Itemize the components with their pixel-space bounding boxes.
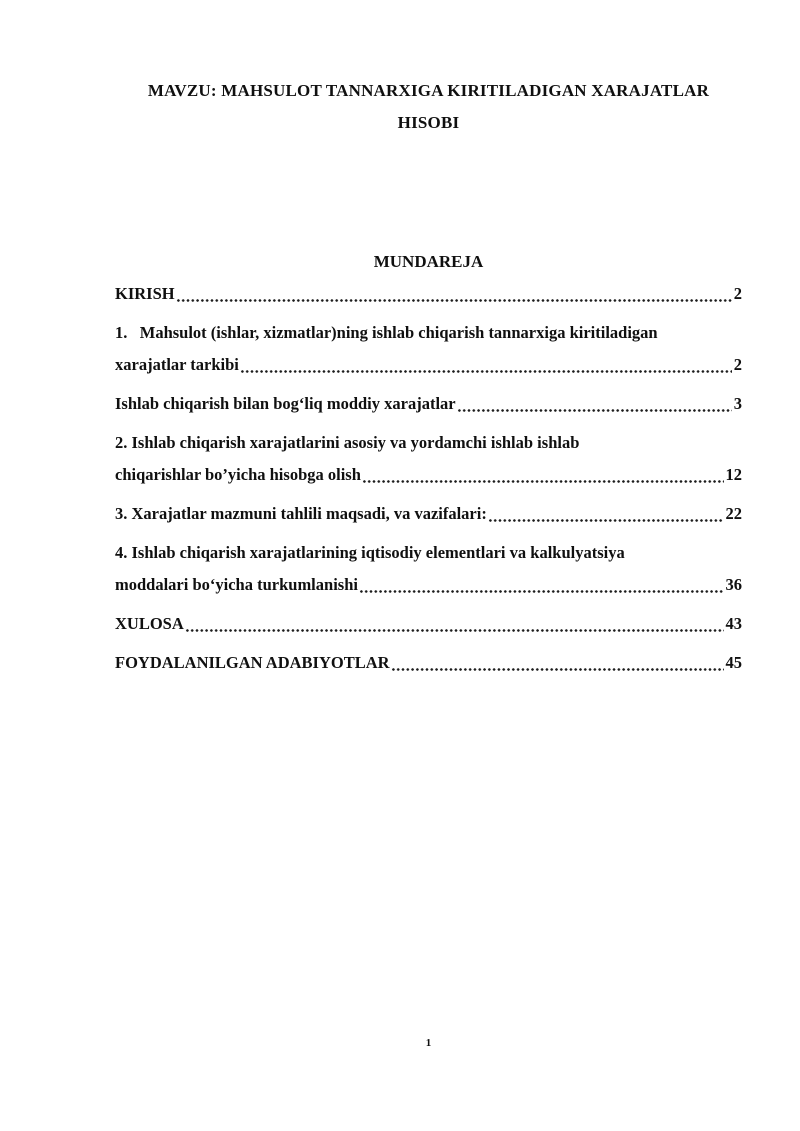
- toc-entry-label: 2. Ishlab chiqarish xarajatlarini asosiy va yordamchi ishlab ishlab: [115, 433, 580, 452]
- document-title: [115, 75, 742, 139]
- dot-leader: [362, 480, 724, 483]
- toc-page-number: 2: [733, 355, 742, 374]
- toc-entry-label: 1. Mahsulot (ishlar, xizmatlar)ning ishlab chiqarish tannarxiga kiritiladigan: [115, 323, 658, 342]
- toc-entry-label: KIRISH: [115, 284, 175, 303]
- table-of-contents: [115, 278, 742, 679]
- dot-leader: [240, 370, 732, 373]
- dot-leader: [176, 299, 732, 302]
- toc-entry-xulosa: [115, 608, 742, 640]
- toc-entry-label-continued: chiqarishlar bo’yicha hisobga olish: [115, 465, 361, 484]
- toc-entry-label: FOYDALANILGAN ADABIYOTLAR: [115, 653, 390, 672]
- dot-leader: [488, 519, 724, 522]
- toc-entry-label-continued: moddalari bo‘yicha turkumlanishi: [115, 575, 358, 594]
- toc-entry-adabiyotlar: [115, 647, 742, 679]
- toc-page-number: 3: [733, 394, 742, 413]
- toc-entry-2: [115, 427, 742, 491]
- toc-page-number: 45: [725, 653, 742, 672]
- toc-page-number: 22: [725, 504, 742, 523]
- dot-leader: [457, 409, 732, 412]
- toc-entry-label: 4. Ishlab chiqarish xarajatlarining iqtisodiy elementlari va kalkulyatsiya: [115, 543, 625, 562]
- dot-leader: [391, 668, 724, 671]
- toc-entry-kirish: [115, 278, 742, 310]
- toc-entry-moddiy-xarajatlar: [115, 388, 742, 420]
- dot-leader: [359, 590, 724, 593]
- toc-heading: MUNDAREJA: [373, 252, 484, 271]
- title-line-1: MAVZU: MAHSULOT TANNARXIGA KIRITILADIGAN XARAJATLAR: [147, 81, 710, 100]
- toc-entry-label: Ishlab chiqarish bilan bog‘liq moddiy xarajatlar: [115, 394, 456, 413]
- toc-page-number: 43: [725, 614, 742, 633]
- toc-entry-4: [115, 537, 742, 601]
- toc-entry-label: XULOSA: [115, 614, 184, 633]
- dot-leader: [185, 629, 724, 632]
- toc-entry-label: 3. Xarajatlar mazmuni tahlili maqsadi, va vazifalari:: [115, 504, 487, 523]
- title-line-2: HISOBI: [397, 113, 460, 132]
- toc-entry-3: [115, 498, 742, 530]
- toc-page-number: 2: [733, 284, 742, 303]
- toc-entry-1: [115, 317, 742, 381]
- toc-page-number: 12: [725, 465, 742, 484]
- toc-entry-label-continued: xarajatlar tarkibi: [115, 355, 239, 374]
- toc-page-number: 36: [725, 575, 742, 594]
- page-number-footer: 1: [425, 1037, 432, 1049]
